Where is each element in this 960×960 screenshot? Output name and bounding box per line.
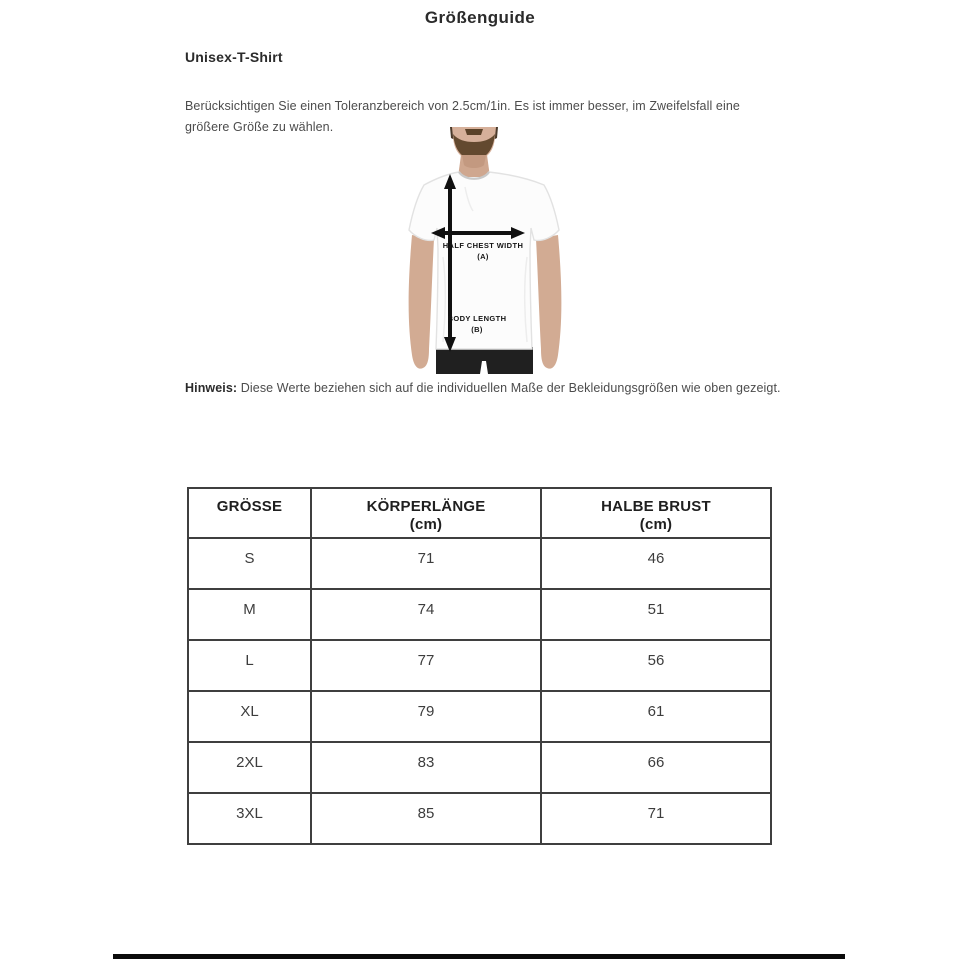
size-cell: L	[188, 640, 311, 691]
table-row	[188, 742, 771, 793]
koerperlaenge-cell: 85	[311, 793, 541, 844]
product-heading: Unisex-T-Shirt	[185, 49, 283, 65]
size-cell: M	[188, 589, 311, 640]
koerperlaenge-cell: 71	[311, 538, 541, 589]
hint-line	[185, 381, 945, 395]
column-header-koerperlaenge: KÖRPERLÄNGE (cm)	[311, 488, 541, 538]
size-cell: XL	[188, 691, 311, 742]
table-row	[188, 691, 771, 742]
table-row	[188, 793, 771, 844]
man-neck-shadow	[462, 155, 486, 168]
halbe-brust-cell: 46	[541, 538, 771, 589]
figure-label-half-chest: HALF CHEST WIDTH	[442, 241, 524, 250]
column-header-halbe-brust: HALBE BRUST (cm)	[541, 488, 771, 538]
koerperlaenge-cell: 83	[311, 742, 541, 793]
size-guide-figure	[395, 127, 575, 375]
man-right-arm	[536, 235, 561, 369]
table-row	[188, 640, 771, 691]
size-table	[187, 487, 772, 845]
figure-label-body-length-key: (B)	[471, 325, 483, 334]
table-row	[188, 538, 771, 589]
bottom-bar	[113, 954, 845, 959]
halbe-brust-cell: 61	[541, 691, 771, 742]
halbe-brust-cell: 56	[541, 640, 771, 691]
table-header-row	[188, 488, 771, 538]
koerperlaenge-cell: 79	[311, 691, 541, 742]
page-title: Größenguide	[424, 8, 536, 27]
tolerance-note: Berücksichtigen Sie einen Toleranzbereich von 2.5cm/1in. Es ist immer besser, im Zweifelsfall eine größere Größe zu wählen.	[185, 99, 740, 134]
halbe-brust-cell: 51	[541, 589, 771, 640]
figure-label-half-chest-key: (A)	[477, 252, 489, 261]
hint-label: Hinweis:	[185, 381, 238, 395]
tshirt-measurement-illustration	[395, 127, 575, 375]
column-header-groesse: GRÖSSE	[188, 488, 311, 538]
koerperlaenge-cell: 74	[311, 589, 541, 640]
hint-text: Diese Werte beziehen sich auf die individuellen Maße der Bekleidungsgrößen wie oben gezeigt.	[237, 381, 781, 395]
size-cell: 3XL	[188, 793, 311, 844]
koerperlaenge-cell: 77	[311, 640, 541, 691]
man-pants	[436, 347, 533, 374]
figure-label-body-length: BODY LENGTH	[447, 314, 507, 323]
man-mustache	[465, 129, 483, 135]
halbe-brust-cell: 66	[541, 742, 771, 793]
table-row	[188, 589, 771, 640]
size-cell: S	[188, 538, 311, 589]
man-left-arm	[409, 235, 434, 369]
halbe-brust-cell: 71	[541, 793, 771, 844]
size-cell: 2XL	[188, 742, 311, 793]
